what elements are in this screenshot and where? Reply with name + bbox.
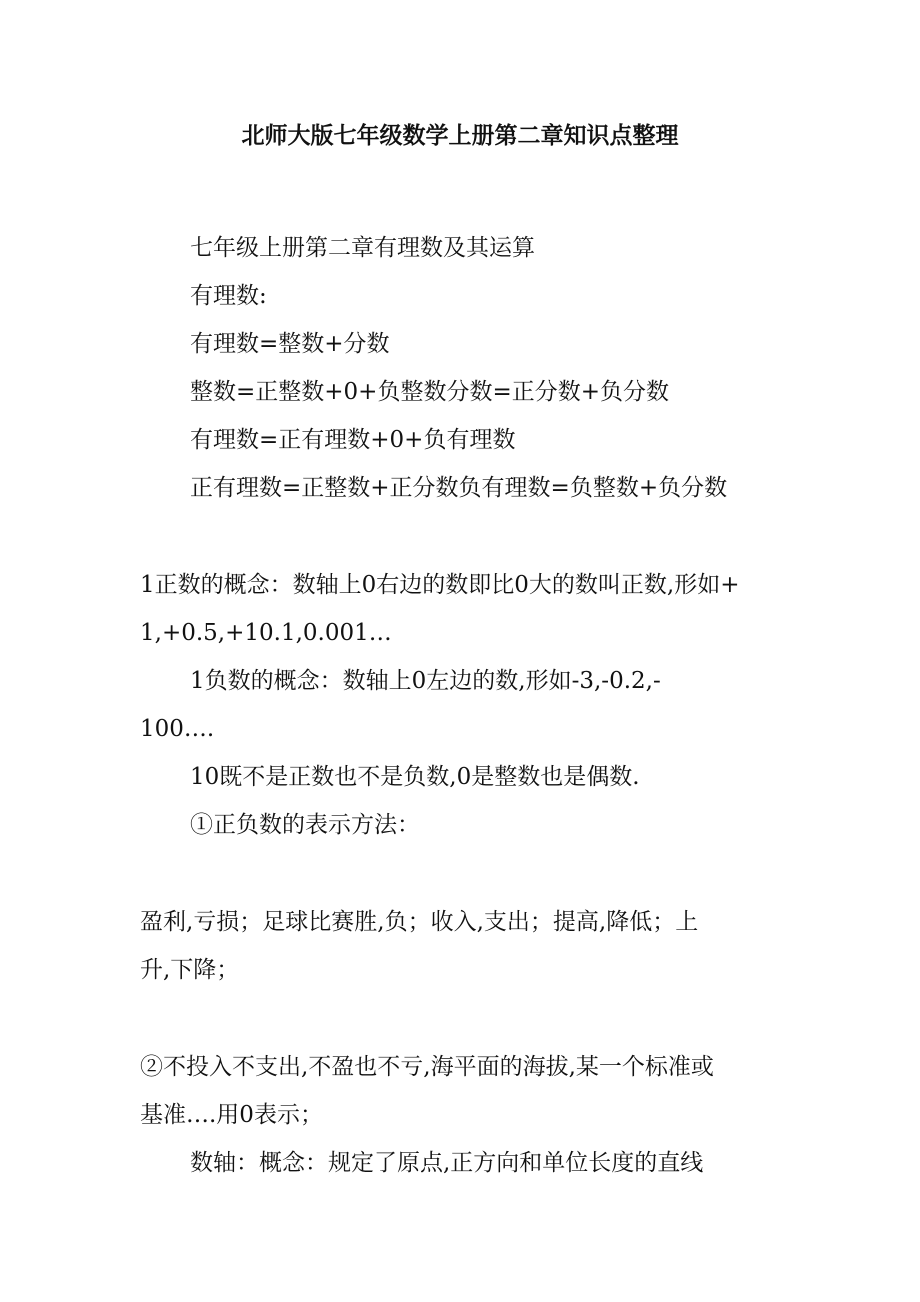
text-line: 有理数: — [190, 283, 267, 309]
text-line: ①正负数的表示方法： — [190, 812, 420, 838]
text-line: 正有理数=正整数+正分数负有理数=负整数+负分数 — [190, 475, 728, 501]
text-line: 数轴：概念：规定了原点,正方向和单位长度的直线 — [190, 1150, 704, 1176]
document-title: 北师大版七年级数学上册第二章知识点整理 — [241, 122, 679, 149]
text-line: 盈利,亏损；足球比赛胜,负；收入,支出；提高,降低；上 — [140, 909, 699, 935]
text-line: 1,+0.5,+10.1,0.001… — [140, 620, 392, 646]
text-line: ②不投入不支出,不盈也不亏,海平面的海拔,某一个标准或 — [140, 1054, 714, 1080]
text-line: 七年级上册第二章有理数及其运算 — [190, 235, 535, 261]
text-line: 整数=正整数+0+负整数分数=正分数+负分数 — [190, 379, 669, 405]
text-line: 1正数的概念：数轴上0右边的数即比0大的数叫正数,形如+ — [140, 572, 740, 598]
text-line: 有理数=正有理数+0+负有理数 — [190, 427, 516, 453]
text-line: 1负数的概念：数轴上0左边的数,形如-3,-0.2,- — [190, 668, 661, 694]
text-line: 10既不是正数也不是负数,0是整数也是偶数. — [190, 764, 640, 790]
text-line: 基准….用0表示； — [140, 1102, 323, 1128]
text-line: 有理数=整数+分数 — [190, 331, 390, 357]
text-line: 100…. — [140, 716, 215, 742]
text-line: 升,下降； — [140, 957, 240, 983]
